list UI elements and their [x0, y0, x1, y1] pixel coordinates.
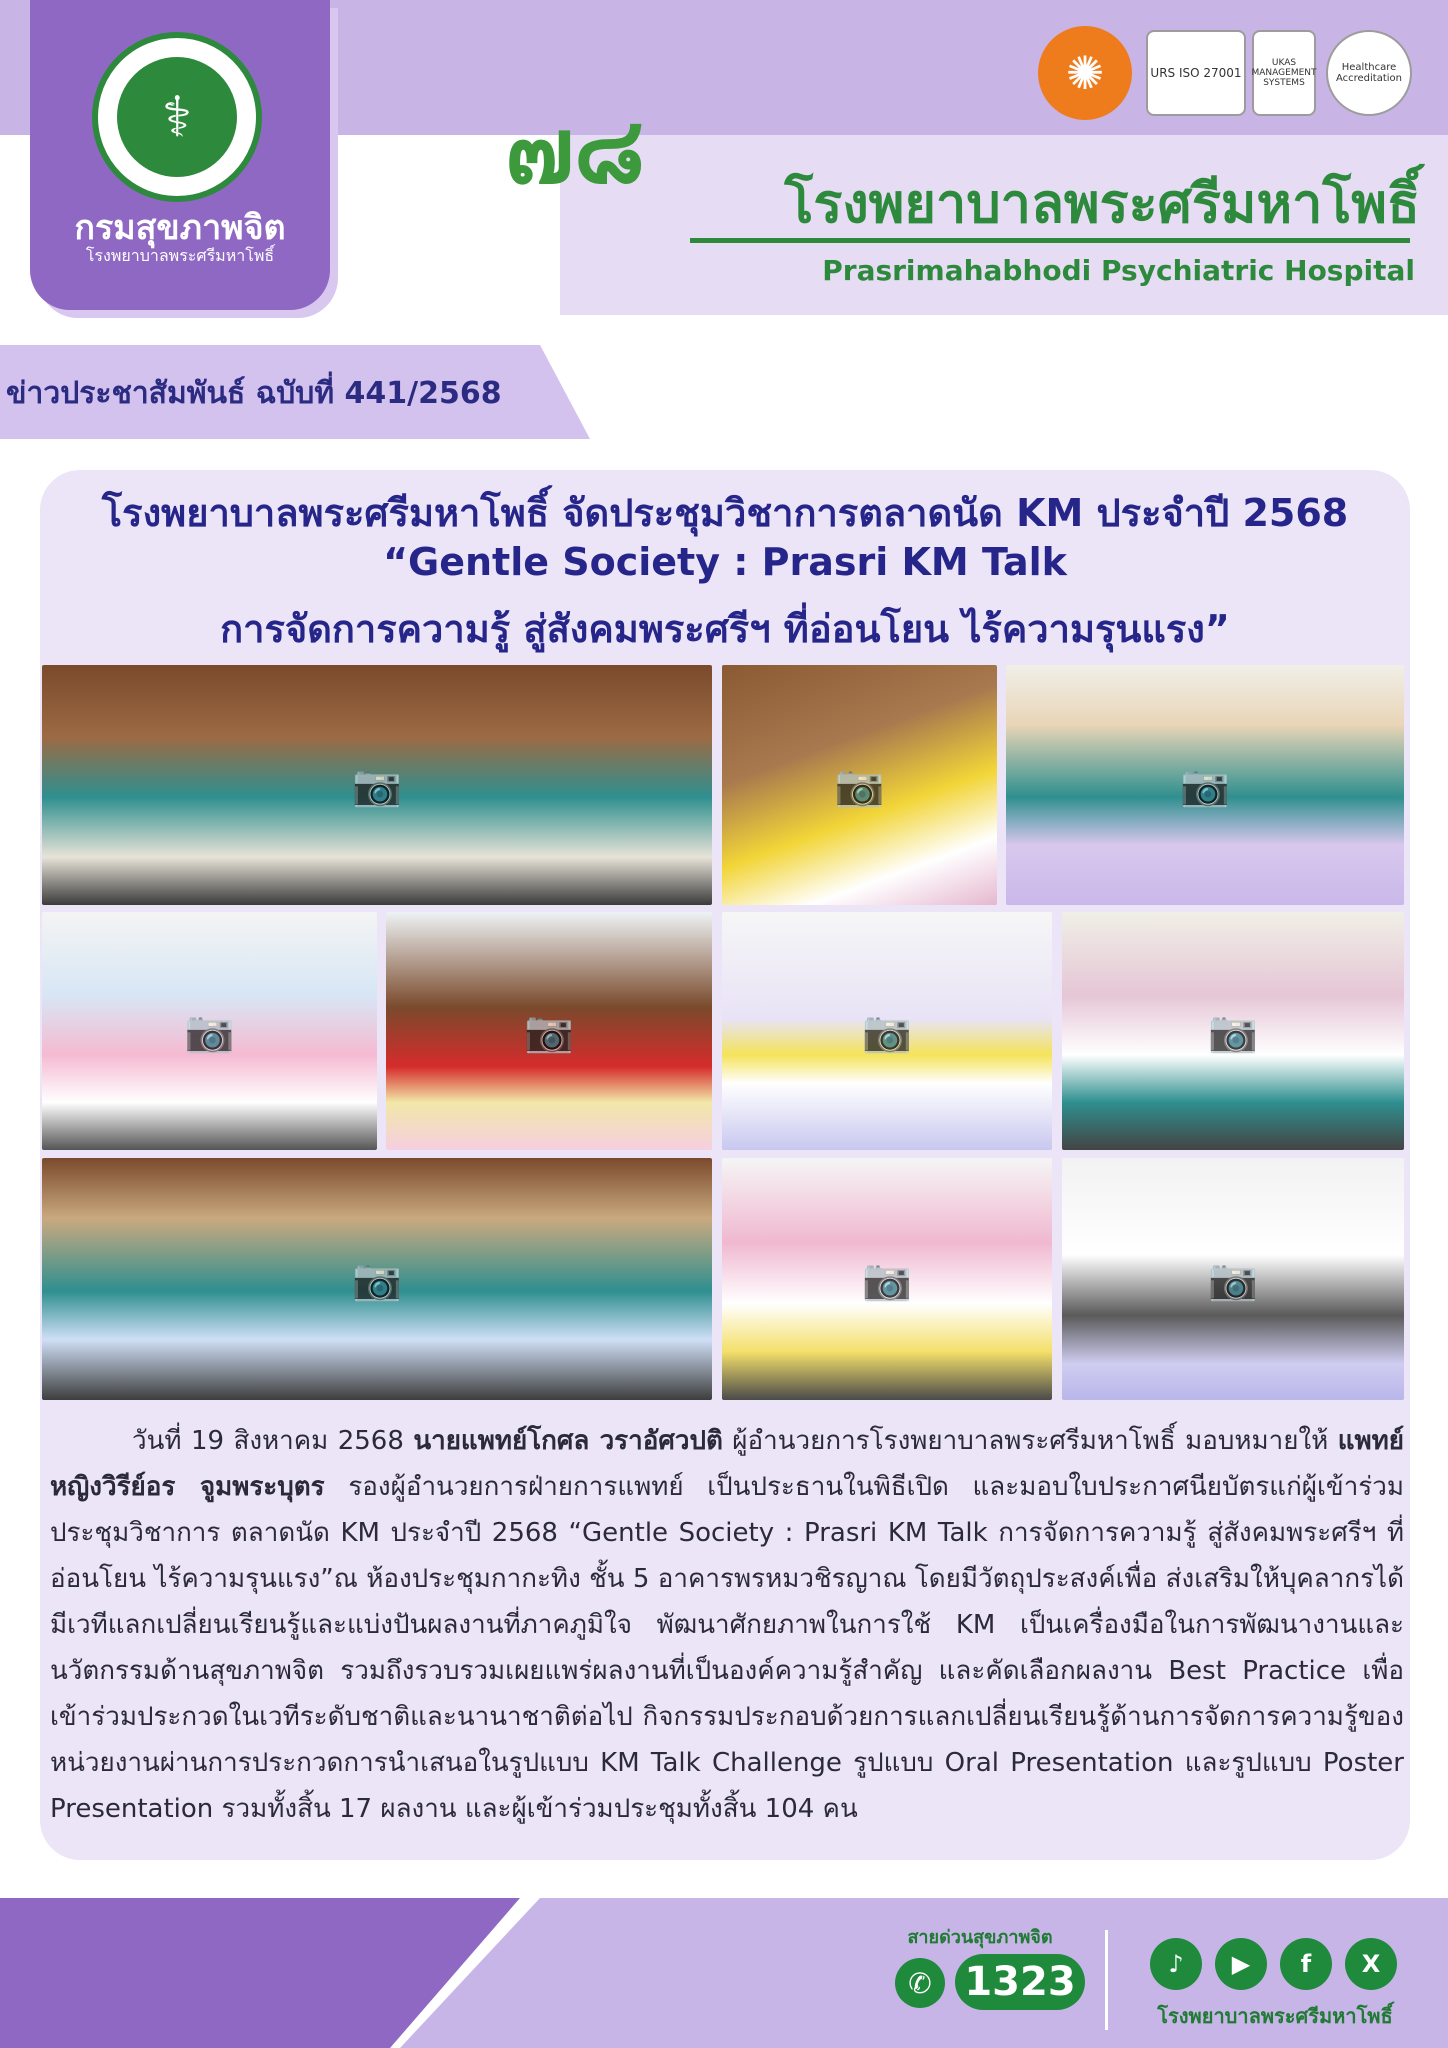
hospital-name-divider — [690, 238, 1410, 243]
photo-poster-presentation — [42, 912, 377, 1150]
badge-label: Healthcare Accreditation — [1335, 62, 1403, 84]
headline-line-3: การจัดการความรู้ สู่สังคมพระศรีฯ ที่อ่อนโยน ไร้ความรุนแรง” — [220, 607, 1230, 651]
article-text: รองผู้อำนวยการฝ่ายการแพทย์ เป็นประธานในพิธีเปิด และมอบใบประกาศนียบัตรแก่ผู้เข้าร่วมประชุมวิชาการ ตลาดนัด KM ประจำปี 2568 “Gentle Society : Prasri KM Talk การจัดการความรู้ สู่สังคมพระศรีฯ ที่อ่อนโยน ไร้ความรุนแรง”ณ ห้องประชุมกากะทิง ชั้น 5 อาคารพรหมวชิรญาณ โดยมีวัตถุประสงค์เพื่อ ส่งเสริมให้บุคลากรได้มีเวทีแลกเปลี่ยนเรียนรู้และแบ่งปันผลงานที่ภาคภูมิใจ พัฒนาศักยภาพในการใช้ KM เป็นเครื่องมือในการพัฒนางานและนวัตกรรมด้านสุขภาพจิต รวมถึงรวบรวมเผยแพร่ผลงานที่เป็นองค์ความรู้สำคัญ และคัดเลือกผลงาน Best Practice เพื่อเข้าร่วมประกวดในเวทีระดับชาติและนานาชาติต่อไป กิจกรรมประกอบด้วยการแลกเปลี่ยนเรียนรู้ด้านการจัดการความรู้ของหน่วยงานผ่านการประกวดการนำเสนอในรูปแบบ KM Talk Challenge รูปแบบ Oral Presentation และรูปแบบ Poster Presentation รวมทั้งสิ้น 17 ผลงาน และผู้เข้าร่วมประชุมทั้งสิ้น 104 คน — [50, 1472, 1405, 1824]
headline-line-1: โรงพยาบาลพระศรีมหาโพธิ์ จัดประชุมวิชาการตลาดนัด KM ประจำปี 2568 — [101, 491, 1349, 535]
bulletin-number: ข่าวประชาสัมพันธ์ ฉบับที่ 441/2568 — [6, 376, 502, 411]
hotline-number[interactable]: 1323 — [955, 1954, 1085, 2010]
anniversary-logo: ๗๘ — [505, 96, 646, 204]
tiktok-icon[interactable]: ♪ — [1150, 1938, 1202, 1990]
phone-icon: ✆ — [895, 1958, 945, 2008]
x-icon[interactable]: X — [1345, 1938, 1397, 1990]
footer-hospital-name: โรงพยาบาลพระศรีมหาโพธิ์ — [1157, 2004, 1393, 2028]
ukas-badge-icon — [1252, 30, 1316, 116]
camera-icon: 📷 — [1208, 1256, 1258, 1303]
photo-group — [42, 665, 712, 905]
camera-icon: 📷 — [524, 1008, 574, 1055]
youtube-icon[interactable]: ▶ — [1215, 1938, 1267, 1990]
department-name: กรมสุขภาพจิต — [74, 208, 286, 248]
hospital-name-thai: โรงพยาบาลพระศรีมหาโพธิ์ — [784, 172, 1420, 235]
facebook-icon[interactable]: f — [1280, 1938, 1332, 1990]
photo-oral-presentation — [722, 1158, 1052, 1400]
headline-line-2: “Gentle Society : Prasri KM Talk — [383, 540, 1067, 584]
department-subtitle: โรงพยาบาลพระศรีมหาโพธิ์ — [85, 246, 275, 265]
camera-icon: 📷 — [352, 762, 402, 809]
camera-icon: 📷 — [834, 762, 885, 809]
ha-badge-icon — [1326, 30, 1412, 116]
camera-icon: 📷 — [862, 1256, 912, 1303]
hospital-name-english: Prasrimahabhodi Psychiatric Hospital — [822, 254, 1415, 287]
article-body — [50, 1418, 1404, 1832]
photo-poster-crowd — [1062, 912, 1404, 1150]
sun-emblem-icon: ✺ — [1038, 26, 1132, 120]
photo-committee — [1062, 1158, 1404, 1400]
director-name: นายแพทย์โกศล วราอัศวปติ — [413, 1426, 723, 1456]
caduceus-icon: ⚕ — [117, 57, 237, 177]
photo-km-talk-stage — [386, 912, 712, 1150]
camera-icon: 📷 — [862, 1008, 912, 1055]
photo-certificate-group — [42, 1158, 712, 1400]
photo-judges-panel — [722, 912, 1052, 1150]
article-text: วันที่ 19 สิงหาคม 2568 — [132, 1426, 414, 1456]
badge-label: UKAS MANAGEMENT SYSTEMS — [1251, 58, 1317, 88]
photo-speaker — [722, 665, 997, 905]
footer-divider — [1105, 1930, 1108, 2030]
deputy-director-name: แพทย์หญิงวิรีย์อร จูมพระบุตร — [50, 1426, 1405, 1502]
badge-label: URS ISO 27001 — [1150, 66, 1242, 80]
camera-icon: 📷 — [184, 1008, 235, 1055]
camera-icon: 📷 — [352, 1256, 402, 1303]
certification-badge-icon — [1146, 30, 1246, 116]
article-text: ผู้อำนวยการโรงพยาบาลพระศรีมหาโพธิ์ มอบหมายให้ — [722, 1426, 1338, 1456]
photo-audience — [1006, 665, 1404, 905]
ministry-seal-icon — [92, 32, 262, 202]
camera-icon: 📷 — [1180, 762, 1230, 809]
camera-icon: 📷 — [1208, 1008, 1258, 1055]
hotline-label: สายด่วนสุขภาพจิต — [907, 1927, 1053, 1948]
